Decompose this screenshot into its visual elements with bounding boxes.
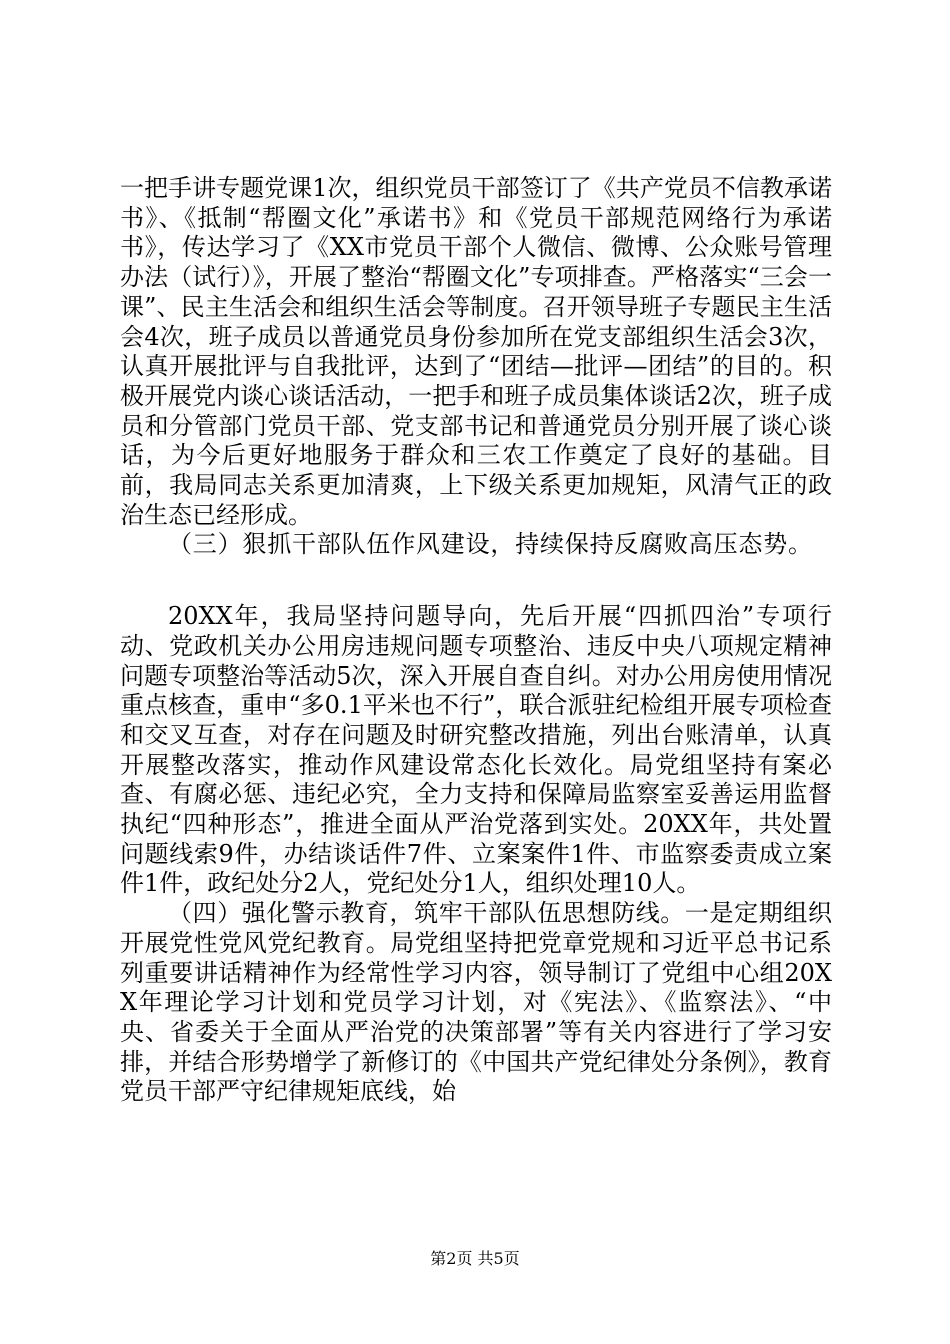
page-number-footer: 第2页 共5页 — [430, 1249, 520, 1268]
document-body — [120, 174, 832, 1107]
paragraph-gap — [120, 560, 832, 602]
paragraph-section-4: （四）强化警示教育，筑牢干部队伍思想防线。一是定期组织开展党性党风党纪教育。局党组坚持把党章党规和习近平总书记系列重要讲话精神作为经常性学习内容，领导制订了党组中心组20XX年理论学习计划和党员学习计划，对《宪法》、《监察法》、“中央、省委关于全面从严治党的决策部署”等有关内容进行了学习安排，并结合形势增学了新修订的《中国共产党纪律处分条例》，教育党员干部严守纪律规矩底线，始 — [120, 899, 832, 1106]
paragraph-continuation: 一把手讲专题党课1次，组织党员干部签订了《共产党员不信教承诺书》、《抵制“帮圈文化”承诺书》和《党员干部规范网络行为承诺书》，传达学习了《XX市党员干部个人微信、微博、公众账号管理办法（试行）》，开展了整治“帮圈文化”专项排查。严格落实“三会一课”、民主生活会和组织生活会等制度。召开领导班子专题民主生活会4次，班子成员以普通党员身份参加所在党支部组织生活会3次，认真开展批评与自我批评，达到了“团结—批评—团结”的目的。积极开展党内谈心谈话活动，一把手和班子成员集体谈话2次，班子成员和分管部门党员干部、党支部书记和普通党员分别开展了谈心谈话，为今后更好地服务于群众和三农工作奠定了良好的基础。目前，我局同志关系更加清爽，上下级关系更加规矩，风清气正的政治生态已经形成。 — [120, 174, 832, 529]
section-heading-3: （三）狠抓干部队伍作风建设，持续保持反腐败高压态势。 — [168, 530, 813, 559]
paragraph-section-3-body: 20XX年，我局坚持问题导向，先后开展“四抓四治”专项行动、党政机关办公用房违规问题专项整治、违反中央八项规定精神问题专项整治等活动5次，深入开展自查自纠。对办公用房使用情况重点核查，重申“多0.1平米也不行”，联合派驻纪检组开展专项检查和交叉互查，对存在问题及时研究整改措施，列出台账清单，认真开展整改落实，推动作风建设常态化长效化。局党组坚持有案必查、有腐必惩、违纪必究，全力支持和保障局监察室妥善运用监督执纪“四种形态”，推进全面从严治党落到实处。20XX年，共处置问题线索9件，办结谈话件7件、立案案件1件、市监察委责成立案件1件，政纪处分2人，党纪处分1人，组织处理10人。 — [120, 602, 832, 898]
